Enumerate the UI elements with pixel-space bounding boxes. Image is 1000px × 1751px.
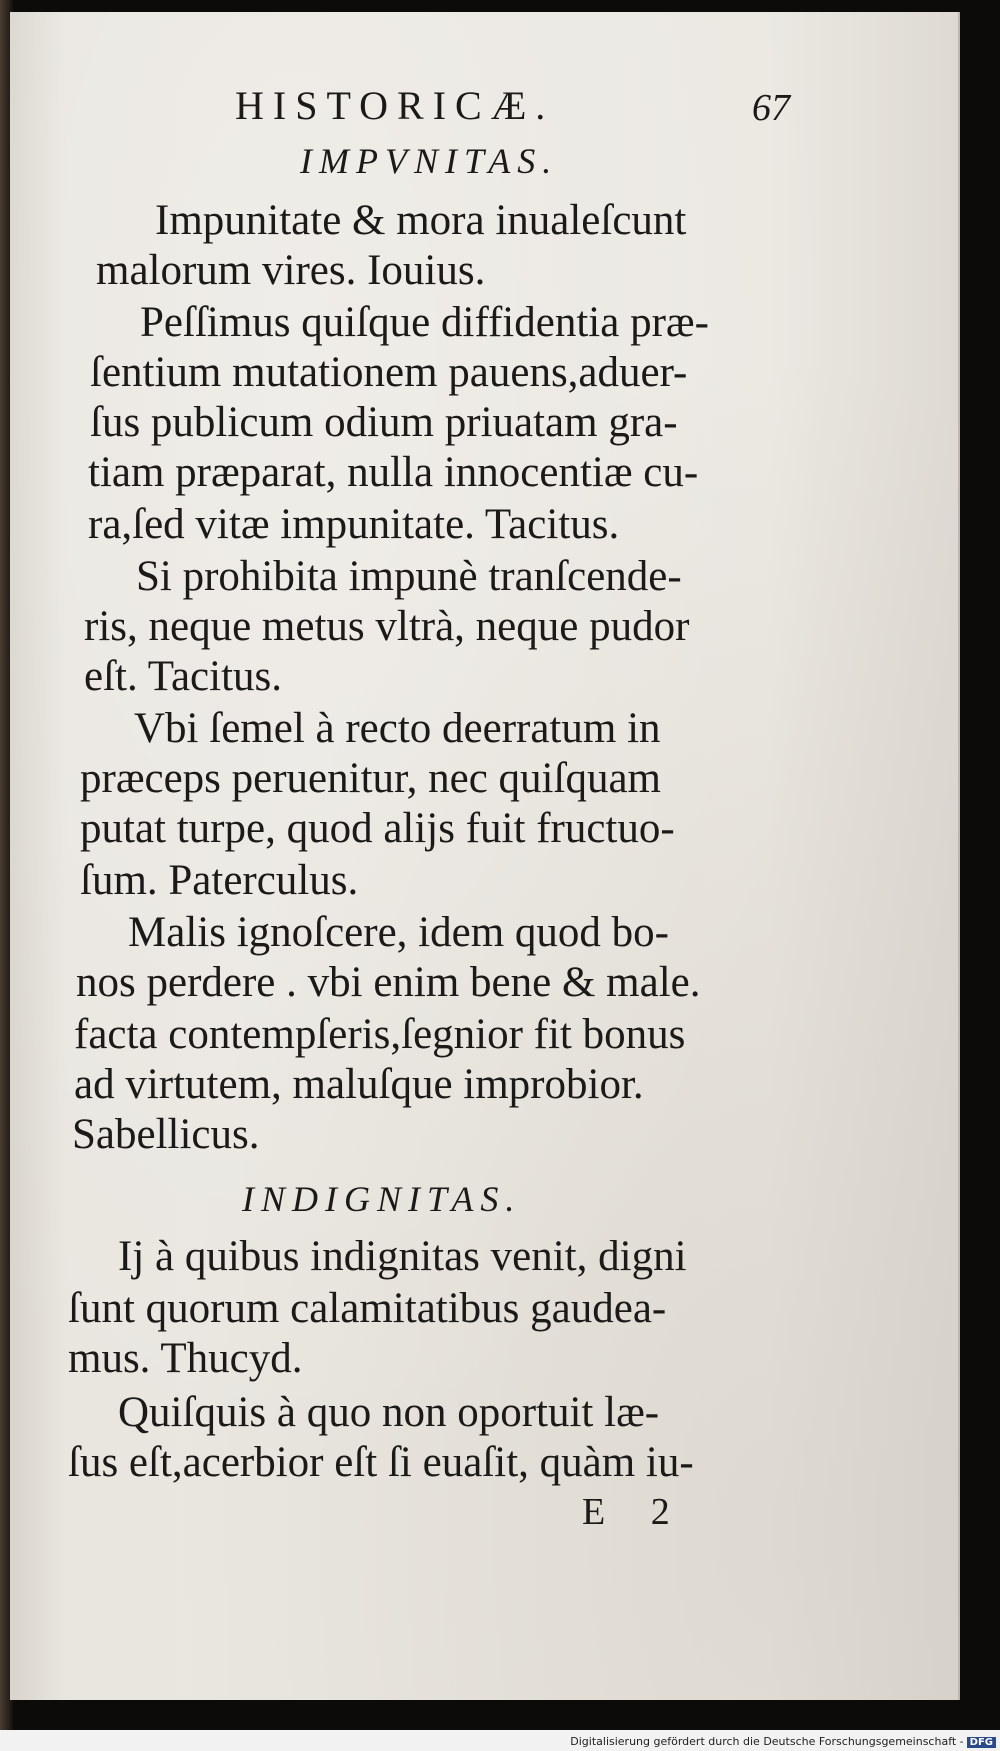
text-line: malorum vires. Iouius.	[96, 247, 486, 294]
text-line: putat turpe, quod alijs fuit fructuo-	[80, 805, 675, 852]
text-line: ra,ſed vitæ impunitate. Tacitus.	[88, 501, 620, 548]
text-line: ſentium mutationem pauens,aduer-	[90, 349, 688, 396]
running-head: HISTORICÆ.	[235, 83, 555, 128]
dfg-logo-badge: DFG	[967, 1737, 996, 1748]
text-line: Peſſimus quiſque diffidentia præ-	[140, 299, 709, 346]
text-line: ris, neque metus vltrà, neque pudor	[84, 603, 690, 650]
text-line: Malis ignoſcere, idem quod bo-	[128, 909, 669, 956]
digitization-credit	[570, 1735, 996, 1748]
text-line: Ij à quibus indignitas venit, digni	[118, 1233, 687, 1280]
text-line: mus. Thucyd.	[68, 1335, 303, 1382]
text-line: Vbi ſemel à recto deerratum in	[134, 705, 661, 752]
text-line: Impunitate & mora inualeſcunt	[155, 197, 687, 244]
signature-mark: E 2	[582, 1491, 688, 1533]
text-line: ſunt quorum calamitatibus gaudea-	[68, 1285, 667, 1332]
section-heading-indignitas: INDIGNITAS.	[242, 1179, 522, 1219]
text-line: Sabellicus.	[72, 1111, 260, 1158]
text-line: eſt. Tacitus.	[84, 653, 283, 700]
text-line: præceps peruenitur, nec quiſquam	[80, 755, 661, 802]
text-line: ad virtutem, maluſque improbior.	[74, 1061, 644, 1108]
text-line: ſus eſt,acerbior eſt ſi euaſit, quàm iu-	[68, 1439, 694, 1486]
text-line: ſus publicum odium priuatam gra-	[90, 399, 678, 446]
credit-text: Digitalisierung gefördert durch die Deutsche Forschungsgemeinschaft -	[570, 1735, 964, 1748]
text-line: Si prohibita impunè tranſcende-	[136, 553, 682, 600]
section-heading-impunitas: IMPVNITAS.	[300, 141, 559, 181]
text-line: nos perdere . vbi enim bene & male.	[76, 959, 701, 1006]
text-line: tiam præparat, nulla innocentiæ cu-	[88, 449, 699, 496]
text-line: ſum. Paterculus.	[80, 857, 359, 904]
text-line: facta contempſeris,ſegnior fit bonus	[74, 1011, 686, 1058]
page-number: 67	[752, 87, 790, 129]
text-line: Quiſquis à quo non oportuit læ-	[118, 1389, 660, 1436]
